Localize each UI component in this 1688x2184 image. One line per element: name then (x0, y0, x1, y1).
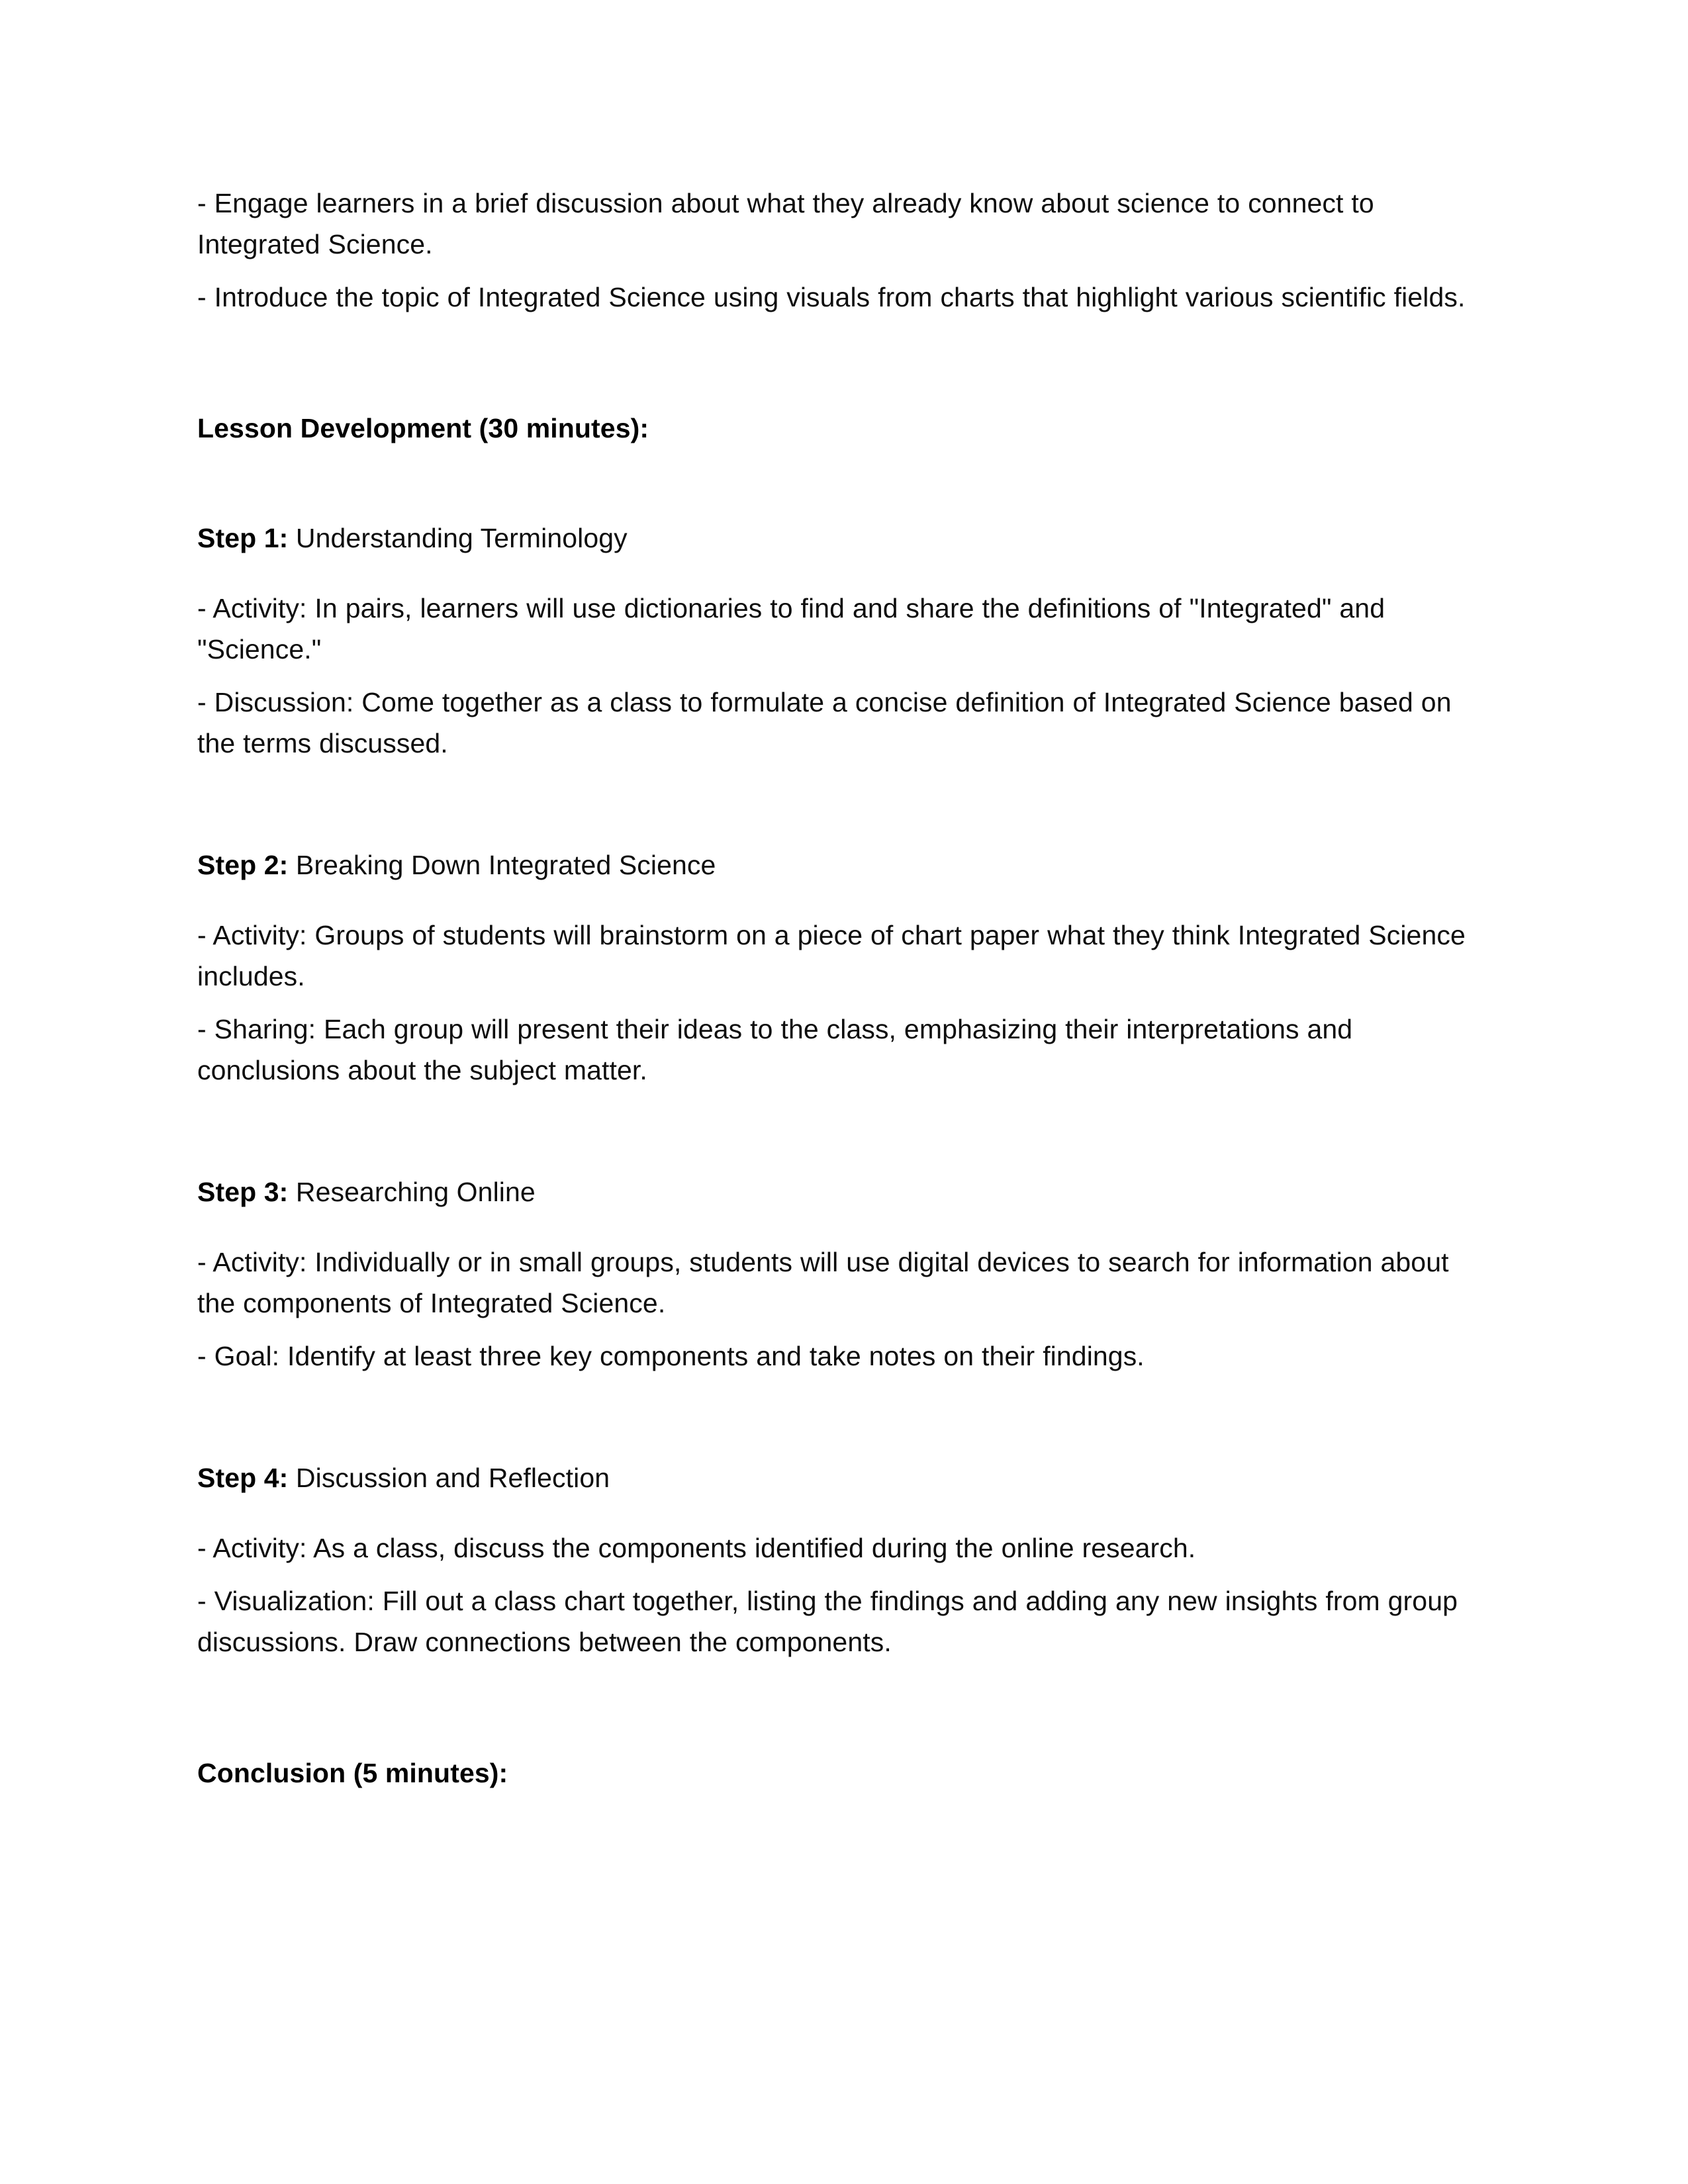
step-1-lead: Step 1: (197, 523, 289, 553)
step-2-paragraph-activity: - Activity: Groups of students will brainstorm on a piece of chart paper what they think Integrated Science includes. (197, 920, 1466, 991)
step-2-heading (197, 844, 1468, 886)
step-2-paragraph-sharing: - Sharing: Each group will present their ideas to the class, emphasizing their interpretations and conclusions about the subject matter. (197, 1014, 1353, 1085)
step-4-heading (197, 1457, 1468, 1498)
step-1-paragraph-activity: - Activity: In pairs, learners will use dictionaries to find and share the definitions of "Integrated" and "Science." (197, 593, 1385, 664)
spacer-step-2 (197, 886, 1468, 915)
step-3-lead: Step 3: (197, 1177, 289, 1207)
step-1-paragraph-discussion: - Discussion: Come together as a class to formulate a concise definition of Integrated Science based on the terms discussed. (197, 687, 1452, 758)
spacer-step-1 (197, 559, 1468, 588)
step-4-title: Discussion and Reflection (288, 1463, 610, 1493)
lesson-development-heading: Lesson Development (30 minutes): (197, 413, 649, 443)
step-3-paragraph-activity: - Activity: Individually or in small groups, students will use digital devices to search for information about the components of Integrated Science. (197, 1247, 1449, 1318)
step-2-title: Breaking Down Integrated Science (288, 850, 716, 880)
spacer-after-lesson-development (197, 449, 1468, 518)
document-body (197, 183, 1468, 1794)
step-1-heading (197, 518, 1468, 559)
step-4-lead: Step 4: (197, 1463, 289, 1493)
spacer-before-conclusion (197, 1674, 1468, 1752)
spacer-before-step-4 (197, 1388, 1468, 1457)
step-1-title: Understanding Terminology (288, 523, 628, 553)
step-4-paragraph-visualization: - Visualization: Fill out a class chart together, listing the findings and adding any new insights from group discussions. Draw connections between the components. (197, 1586, 1458, 1657)
spacer-before-lesson-development (197, 330, 1468, 408)
spacer-before-step-2 (197, 776, 1468, 844)
intro-paragraph-engage: - Engage learners in a brief discussion about what they already know about science to connect to Integrated Science. (197, 188, 1374, 259)
spacer-step-3 (197, 1212, 1468, 1242)
step-3-title: Researching Online (288, 1177, 536, 1207)
conclusion-heading: Conclusion (5 minutes): (197, 1758, 508, 1788)
step-3-paragraph-goal: - Goal: Identify at least three key components and take notes on their findings. (197, 1341, 1145, 1371)
spacer-step-4 (197, 1498, 1468, 1527)
intro-paragraph-introduce: - Introduce the topic of Integrated Science using visuals from charts that highlight various scientific fields. (197, 282, 1466, 312)
step-2-lead: Step 2: (197, 850, 289, 880)
step-4-paragraph-activity: - Activity: As a class, discuss the components identified during the online research. (197, 1533, 1196, 1563)
spacer-before-step-3 (197, 1103, 1468, 1171)
step-3-heading (197, 1171, 1468, 1212)
